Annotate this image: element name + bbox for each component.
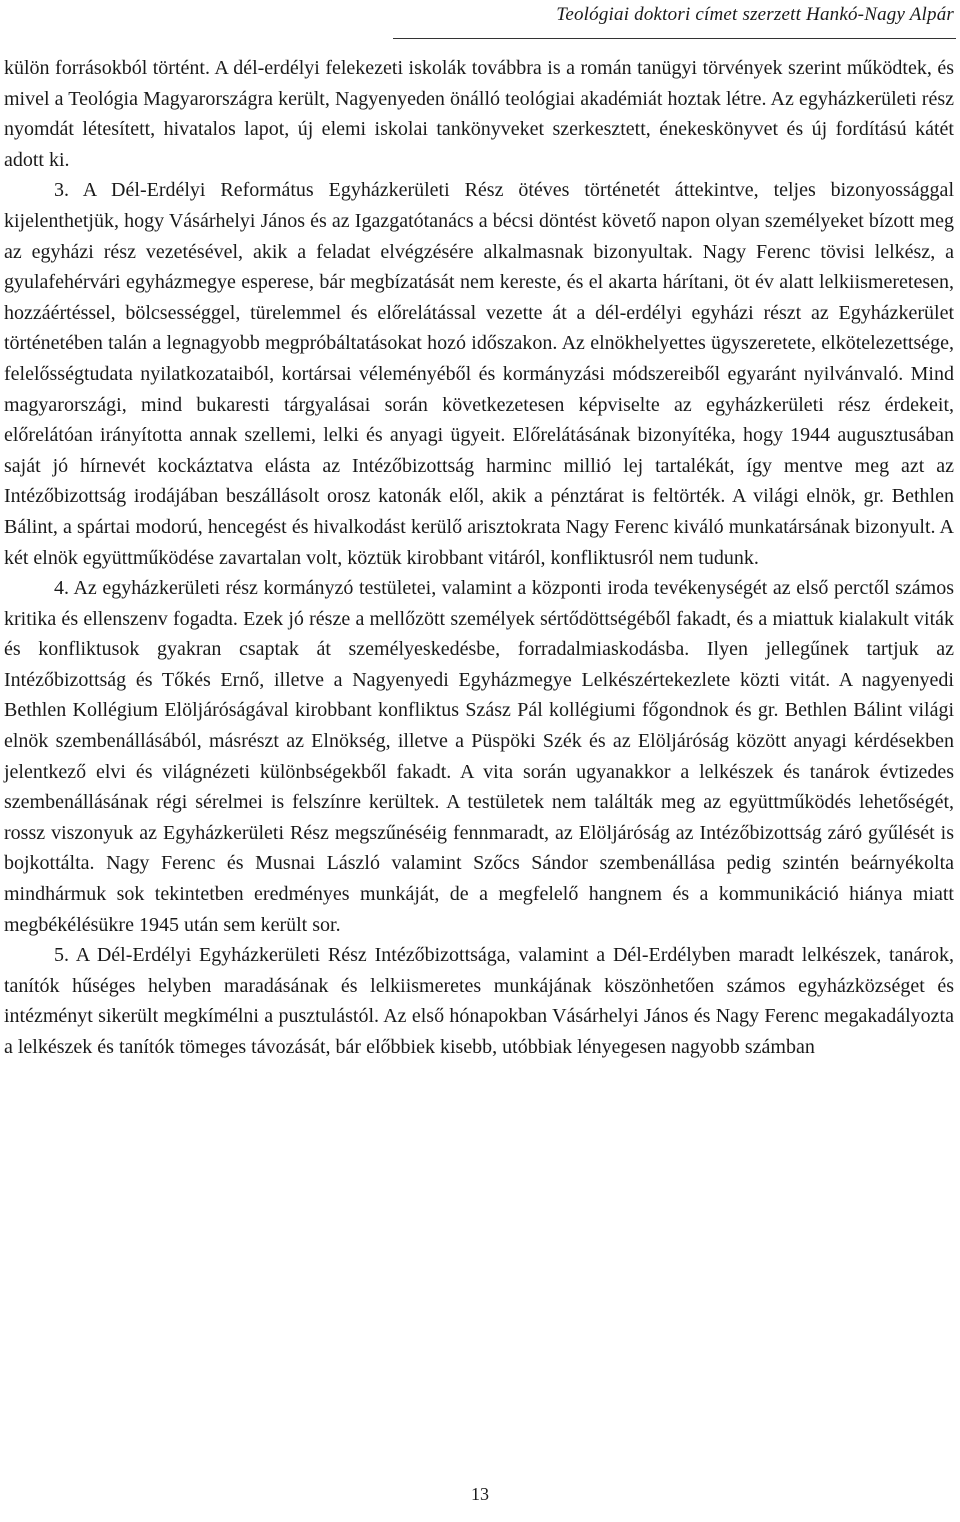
paragraph-5: 5. A Dél-Erdélyi Egyházkerületi Rész Intézőbizottsága, valamint a Dél-Erdélyben maradt lelkészek, tanárok, tanítók hűséges helyben maradásának és lelkiismeretes munkájának köszönhetően számos egyházközséget és intézményt sikerült megkímélni a pusztulástól. Az első hónapokban Vásárhelyi János és Nagy Ferenc megakadályozta a lelkészek és tanítók tömeges távozását, bár előbbiek kisebb, utóbbiak lényegesen nagyobb számban: [4, 944, 954, 1058]
body-text: [4, 53, 954, 1063]
paragraph-3: 3. A Dél-Erdélyi Református Egyházkerületi Rész ötéves történetét áttekintve, teljes bizonyossággal kijelenthetjük, hogy Vásárhelyi János és az Igazgatótanács a bécsi döntést követő napon olyan személyeket bízott meg az egyházi rész vezetésével, akik a feladat elvégzésére alkalmasnak bizonyultak. Nagy Ferenc tövisi lelkész, a gyulafehérvári egyházmegye esperese, bár megbízatását nem kereste, és el akarta hárítani, öt év alatt lelkiismeretesen, hozzáértéssel, bölcsességgel, türelemmel és előrelátással vezette át a dél-erdélyi egyházi részt az Egyházkerület történetében talán a legnagyobb megpróbáltatásokat hozó időszakon. Az elnökhelyettes ügyszeretete, elkötelezettsége, felelősségtudata nyilatkozataiból, kortársai véleményéből és kormányzási módszereiből egyaránt nyilvánvaló. Mind magyarországi, mind bukaresti tárgyalásai során következetesen képviselte az egyházkerületi rész érdekeit, előrelátóan irányította annak szellemi, lelki és anyagi ügyeit. Előrelátásának bizonyítéka, hogy 1944 augusztusában saját jó hírnevét kockáztatva elásta az Intézőbizottság harminc millió lej tartalékát, így mentve meg azt az Intézőbizottság irodájában beszállásolt orosz katonák elől, akik a pénztárat is feltörték. A világi elnök, gr. Bethlen Bálint, a spártai modorú, hencegést és hivalkodást kerülő arisztokrata Nagy Ferenc kiváló munkatársának bizonyult. A két elnök együttműködése zavartalan volt, köztük kirobbant vitáról, konfliktusról nem tudunk.: [4, 179, 954, 569]
paragraph-4: 4. Az egyházkerületi rész kormányzó testületei, valamint a központi iroda tevékenységét az első perctől számos kritika és ellenszenv fogadta. Ezek jó része a mellőzött személyek sértődöttségéből fakadt, és a miattuk kialakult viták és konfliktusok gyakran csaptak át személyeskedésbe, forradalmiaskodásba. Ilyen jellegűnek tartjuk az Intézőbizottság és Tőkés Ernő, illetve a Nagyenyedi Egyházmegye Lelkészértekezlete közti vitát. A nagyenyedi Bethlen Kollégium Elöljáróságával kirobbant konfliktus Szász Pál kollégiumi főgondnok és gr. Bethlen Bálint világi elnök szembenállásából, másrészt az Elnökség, illetve a Püspöki Szék és az Elöljáróság között anyagi kérdésekben jelentkező elvi és világnézeti különbségekből fakadt. A vita során ugyanakkor a lelkészek és tanárok évtizedes szembenállásának régi sérelmei is felszínre kerültek. A testületek nem találták meg az együttműködés lehetőségét, rossz viszonyuk az Egyházkerületi Rész megszűnéséig fennmaradt, az Elöljáróság az Intézőbizottság záró gyűlését is bojkottálta. Nagy Ferenc és Musnai László valamint Szőcs Sándor szembenállása pedig szintén beárnyékolta mindhármuk sok tekintetben eredményes munkáját, de a megfelelő hangnem és a kommunikáció hiánya miatt megbékélésükre 1945 után sem került sor.: [4, 577, 954, 936]
page-number: 13: [471, 1484, 489, 1504]
paragraph-continuation: külön forrásokból történt. A dél-erdélyi felekezeti iskolák továbbra is a román tanügyi törvények szerint működtek, és mivel a Teológia Magyarországra került, Nagyenyeden önálló teológiai akadémiát hoztak létre. Az egyházkerületi rész nyomdát létesített, hivatalos lapot, új elemi iskolai tankönyveket szerkesztett, énekeskönyvet és új fordítású kátét adott ki.: [4, 57, 954, 171]
running-head: Teológiai doktori címet szerzett Hankó-Nagy Alpár: [556, 4, 954, 25]
header-rule: [393, 38, 956, 39]
